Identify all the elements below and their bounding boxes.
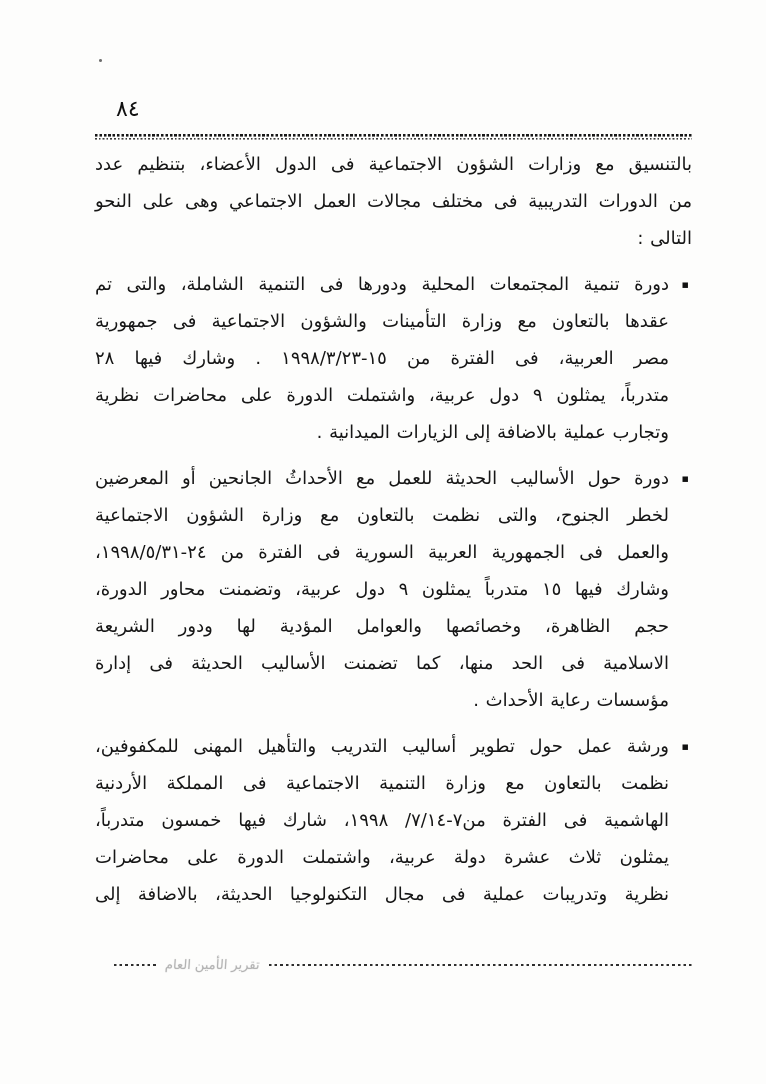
text-line: من الدورات التدريبية فى مختلف مجالات العمل الاجتماعي وهى على النحو xyxy=(95,191,692,212)
text-line: بالتنسيق مع وزارات الشؤون الاجتماعية فى الدول الأعضاء، بتنظيم عدد xyxy=(95,154,692,175)
text-line: نظرية وتدريبات عملية فى مجال التكنولوجيا الحديثة، بالاضافة إلى xyxy=(95,884,669,905)
text-line: دورة تنمية المجتمعات المحلية ودورها فى التنمية الشاملة، والتى تم xyxy=(95,274,669,295)
text-line: نظمت بالتعاون مع وزارة التنمية الاجتماعية فى المملكة الأردنية xyxy=(95,773,669,794)
text-line: يمثلون ثلاث عشرة دولة عربية، واشتملت الدورة على محاضرات xyxy=(95,847,669,868)
text-line: وشارك فيها ١٥ متدرباً يمثلون ٩ دول عربية، وتضمنت محاور الدورة، xyxy=(95,579,669,600)
text-line: دورة حول الأساليب الحديثة للعمل مع الأحداثُ الجانحين أو المعرضين xyxy=(95,468,669,489)
text-line: لخطر الجنوح، والتى نظمت بالتعاون مع وزارة الشؤون الاجتماعية xyxy=(95,505,669,526)
text-line: مؤسسات رعاية الأحداث . xyxy=(473,690,669,711)
intro-paragraph xyxy=(95,146,692,257)
page-number: ٨٤ xyxy=(116,97,140,122)
bullet-item-workshop-blind-training xyxy=(95,728,692,913)
square-bullet-icon: ▪ xyxy=(681,472,689,485)
footer-note: تقرير الأمين العام xyxy=(164,957,261,973)
header-rule xyxy=(95,134,692,140)
square-bullet-icon: ▪ xyxy=(681,278,689,291)
text-line: متدرباً، يمثلون ٩ دول عربية، واشتملت الدورة على محاضرات نظرية xyxy=(95,385,669,406)
scan-speckle-dot xyxy=(99,59,102,62)
square-bullet-icon: ▪ xyxy=(681,740,689,753)
text-line: الهاشمية فى الفترة من٧-١٤‏/‏٧‏/ ١٩٩٨، شارك فيها خمسون متدرباً، xyxy=(95,810,669,831)
text-line: حجم الظاهرة، وخصائصها والعوامل المؤدية لها ودور الشريعة xyxy=(95,616,669,637)
text-line: والعمل فى الجمهورية العربية السورية فى الفترة من ٢٤-٣١‏/‏٥‏/‏١٩٩٨، xyxy=(95,542,669,563)
footer-rule-left xyxy=(114,964,156,967)
footer-rule-right xyxy=(269,964,692,967)
text-line: ورشة عمل حول تطوير أساليب التدريب والتأهيل المهنى للمكفوفين، xyxy=(95,736,669,757)
text-line: مصر العربية، فى الفترة من ١٥-٢٣‏/‏٣‏/‏١٩٩٨ . وشارك فيها ٢٨ xyxy=(95,348,669,369)
page-footer xyxy=(114,956,692,974)
bullet-item-course-juvenile-delinquency xyxy=(95,460,692,719)
text-line: الاسلامية فى الحد منها، كما تضمنت الأساليب الحديثة فى إدارة xyxy=(95,653,669,674)
bullet-item-course-community-development xyxy=(95,266,692,451)
text-line: وتجارب عملية بالاضافة إلى الزيارات الميدانية . xyxy=(316,422,669,443)
text-line: عقدها بالتعاون مع وزارة التأمينات والشؤون الاجتماعية فى جمهورية xyxy=(95,311,669,332)
text-line: التالى : xyxy=(637,228,692,249)
page-body-text xyxy=(95,146,692,922)
